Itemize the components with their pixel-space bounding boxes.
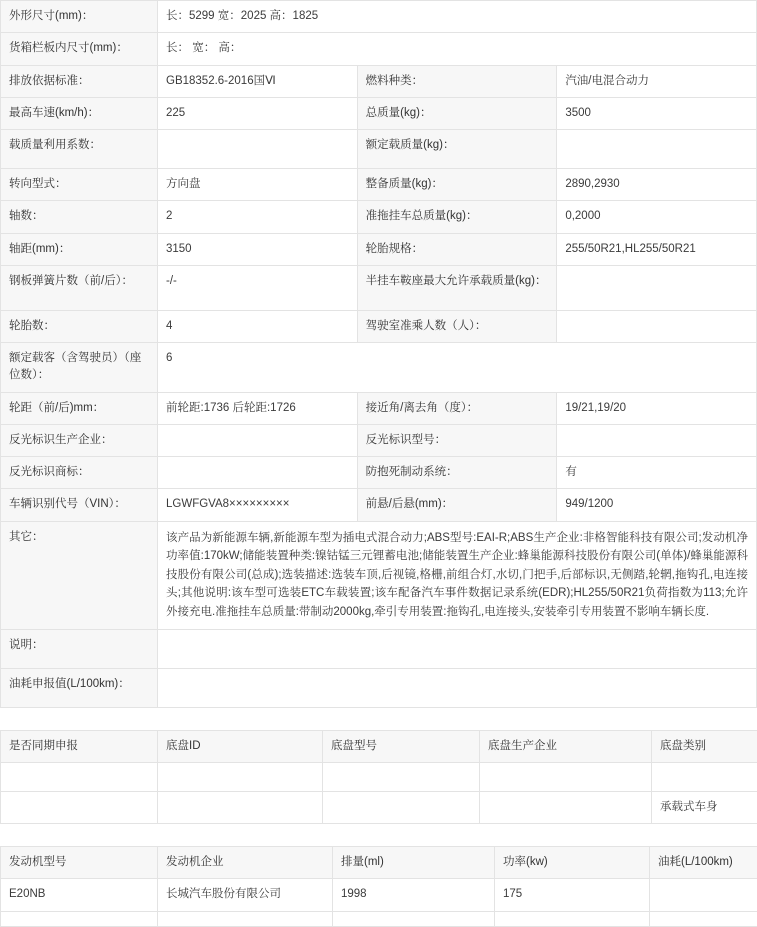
table-row	[1, 33, 757, 65]
row-label: 排放依据标准：	[1, 65, 158, 97]
row-label: 燃料种类：	[357, 65, 557, 97]
row-label-note: 说明：	[1, 629, 158, 668]
engine-cell	[495, 911, 650, 926]
table-row	[1, 457, 757, 489]
chassis-header-row	[1, 730, 757, 762]
engine-table	[0, 846, 757, 927]
row-value	[158, 130, 358, 169]
row-value-note	[158, 629, 757, 668]
row-label-other: 其它：	[1, 521, 158, 629]
row-value: 949/1200	[557, 489, 757, 521]
row-value: 2	[158, 201, 358, 233]
row-value: 长： 宽： 高：	[158, 33, 757, 65]
table-row	[1, 169, 757, 201]
row-label: 转向型式：	[1, 169, 158, 201]
engine-cell-power: 175	[495, 879, 650, 911]
table-row	[1, 310, 757, 342]
chassis-header-category: 底盘类别	[652, 730, 757, 762]
engine-cell	[1, 911, 158, 926]
row-value	[557, 265, 757, 310]
chassis-header-id: 底盘ID	[158, 730, 323, 762]
row-value: 方向盘	[158, 169, 358, 201]
table-divider-2	[0, 824, 757, 846]
table-row-fuel	[1, 668, 757, 707]
table-row	[1, 65, 757, 97]
row-value: 255/50R21,HL255/50R21	[557, 233, 757, 265]
row-value: 有	[557, 457, 757, 489]
row-label: 防抱死制动系统：	[357, 457, 557, 489]
row-label: 整备质量(kg)：	[357, 169, 557, 201]
chassis-header-model: 底盘型号	[323, 730, 480, 762]
table-row	[1, 911, 757, 926]
row-label: 钢板弹簧片数（前/后）：	[1, 265, 158, 310]
table-divider-1	[0, 708, 757, 730]
row-value	[557, 424, 757, 456]
row-label: 货箱栏板内尺寸(mm)：	[1, 33, 158, 65]
engine-header-row	[1, 847, 757, 879]
engine-cell	[650, 911, 757, 926]
row-label: 轮胎规格：	[357, 233, 557, 265]
engine-header-displacement: 排量(ml)	[333, 847, 495, 879]
row-value: LGWFGVA8×××××××××	[158, 489, 358, 521]
row-label: 半挂车鞍座最大允许承载质量(kg)：	[357, 265, 557, 310]
row-label: 前悬/后悬(mm)：	[357, 489, 557, 521]
engine-cell-displacement: 1998	[333, 879, 495, 911]
table-row	[1, 489, 757, 521]
table-row	[1, 233, 757, 265]
engine-cell	[158, 911, 333, 926]
row-value: 4	[158, 310, 358, 342]
row-label: 载质量利用系数：	[1, 130, 158, 169]
row-value: GB18352.6-2016国Ⅵ	[158, 65, 358, 97]
chassis-cell	[480, 762, 652, 791]
row-value: 225	[158, 97, 358, 129]
chassis-cell	[323, 791, 480, 823]
row-value: 前轮距:1736 后轮距:1726	[158, 392, 358, 424]
row-value	[158, 457, 358, 489]
row-label: 轮距（前/后)mm：	[1, 392, 158, 424]
table-row	[1, 424, 757, 456]
chassis-cell	[1, 762, 158, 791]
row-value	[557, 310, 757, 342]
row-value: 6	[158, 343, 757, 393]
row-value: 3500	[557, 97, 757, 129]
row-label: 轴数：	[1, 201, 158, 233]
engine-cell	[333, 911, 495, 926]
chassis-cell	[158, 762, 323, 791]
chassis-header-manufacturer: 底盘生产企业	[480, 730, 652, 762]
row-label: 反光标识商标：	[1, 457, 158, 489]
row-label: 准拖挂车总质量(kg)：	[357, 201, 557, 233]
engine-header-power: 功率(kw)	[495, 847, 650, 879]
table-row	[1, 201, 757, 233]
table-row	[1, 762, 757, 791]
chassis-cell	[323, 762, 480, 791]
chassis-table	[0, 730, 757, 825]
row-value: 汽油/电混合动力	[557, 65, 757, 97]
row-label: 驾驶室准乘人数（人）：	[357, 310, 557, 342]
row-label: 车辆识别代号（VIN）：	[1, 489, 158, 521]
engine-header-fuel-consumption: 油耗(L/100km)	[650, 847, 757, 879]
row-value: -/-	[158, 265, 358, 310]
chassis-cell	[1, 791, 158, 823]
row-value: 长：5299 宽：2025 高：1825	[158, 1, 757, 33]
row-value: 0,2000	[557, 201, 757, 233]
row-label: 总质量(kg)：	[357, 97, 557, 129]
row-label: 外形尺寸(mm)：	[1, 1, 158, 33]
row-label: 轮胎数：	[1, 310, 158, 342]
engine-cell-fuel-consumption	[650, 879, 757, 911]
table-row-note	[1, 629, 757, 668]
row-value	[557, 130, 757, 169]
row-value	[158, 424, 358, 456]
row-value: 19/21,19/20	[557, 392, 757, 424]
table-row-other	[1, 521, 757, 629]
row-value-other: 该产品为新能源车辆,新能源车型为插电式混合动力;ABS型号:EAI-R;ABS生产企业:非格智能科技有限公司;发动机净功率值:170kW;储能装置种类:镍钴锰三元锂蓄电池;储能装置生产企业:蜂巢能源科技股份有限公司(单体)/蜂巢能源科技股份有限公司(总成);选装描述:选装车顶,后视镜,格栅,前组合灯,水切,门把手,后部标识,无侧踏,轮辋,拖钩孔,电连接头;其他说明:该车型可选装ETC车载装置;该车配备汽车事件数据记录系统(EDR);HL255/50R21负荷指数为113;允许外接充电.准拖挂车总质量:带制动2000kg,牵引专用装置:拖钩孔,电连接头,安装牵引专用装置不影响车辆长度.	[158, 521, 757, 629]
chassis-cell	[158, 791, 323, 823]
table-row	[1, 265, 757, 310]
engine-header-model: 发动机型号	[1, 847, 158, 879]
chassis-header-same-period: 是否同期申报	[1, 730, 158, 762]
engine-cell-manufacturer: 长城汽车股份有限公司	[158, 879, 333, 911]
row-label: 轴距(mm)：	[1, 233, 158, 265]
row-value: 3150	[158, 233, 358, 265]
engine-cell-model: E20NB	[1, 879, 158, 911]
table-row	[1, 791, 757, 823]
table-row	[1, 392, 757, 424]
chassis-cell-body-type: 承载式车身	[652, 791, 757, 823]
row-value-fuel	[158, 668, 757, 707]
row-label: 接近角/离去角（度）：	[357, 392, 557, 424]
table-row	[1, 97, 757, 129]
row-label: 反光标识生产企业：	[1, 424, 158, 456]
table-row	[1, 343, 757, 393]
row-label: 最高车速(km/h)：	[1, 97, 158, 129]
row-label: 额定载质量(kg)：	[357, 130, 557, 169]
table-row	[1, 130, 757, 169]
row-label-fuel: 油耗申报值(L/100km)：	[1, 668, 158, 707]
chassis-cell	[480, 791, 652, 823]
table-row	[1, 879, 757, 911]
table-row	[1, 1, 757, 33]
row-label: 反光标识型号：	[357, 424, 557, 456]
row-value: 2890,2930	[557, 169, 757, 201]
row-label: 额定载客（含驾驶员）（座位数）：	[1, 343, 158, 393]
chassis-cell	[652, 762, 757, 791]
engine-header-manufacturer: 发动机企业	[158, 847, 333, 879]
